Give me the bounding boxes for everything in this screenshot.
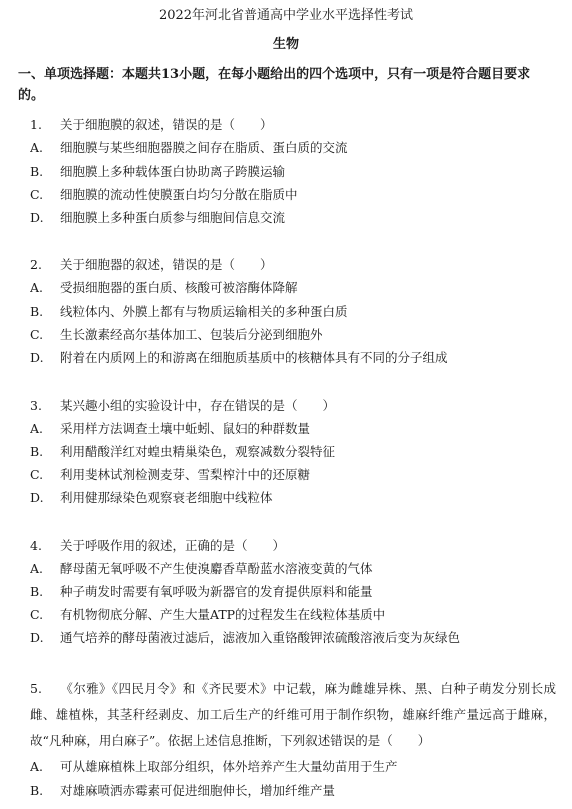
question-3-option-d: [30, 489, 556, 507]
option-text: 有机物彻底分解、产生大量ATP的过程发生在线粒体基质中: [60, 607, 386, 622]
question-2-stem: [30, 256, 556, 274]
option-key: A.: [30, 561, 44, 576]
option-text: 采用样方法调查土壤中蚯蚓、鼠妇的种群数量: [60, 421, 311, 436]
question-text: 某兴趣小组的实验设计中，存在错误的是（ ）: [60, 398, 336, 413]
question-4-option-a: [30, 560, 556, 578]
option-text: 线粒体内、外膜上都有与物质运输相关的多种蛋白质: [60, 304, 348, 319]
question-text: 关于细胞器的叙述，错误的是（ ）: [60, 257, 273, 272]
question-text: 关于呼吸作用的叙述，正确的是（ ）: [60, 538, 286, 553]
question-number: 1.: [30, 117, 42, 132]
question-4-option-b: [30, 583, 556, 601]
question-5-option-b: [30, 782, 556, 800]
question-4-stem: [30, 537, 556, 555]
option-text: 可从雄麻植株上取部分组织，体外培养产生大量幼苗用于生产: [60, 759, 398, 774]
question-2-option-b: [30, 303, 556, 321]
option-key: A.: [30, 280, 44, 295]
option-text: 细胞膜与某些细胞器膜之间存在脂质、蛋白质的交流: [60, 140, 348, 155]
question-3-stem: [30, 397, 556, 415]
option-text: 生长激素经高尔基体加工、包装后分泌到细胞外: [60, 327, 323, 342]
option-key: B.: [30, 164, 44, 179]
option-key: B.: [30, 444, 44, 459]
option-text: 种子萌发时需要有氧呼吸为新器官的发育提供原料和能量: [60, 584, 373, 599]
question-2-option-c: [30, 326, 556, 344]
option-key: A.: [30, 140, 44, 155]
subject-heading: 生物: [272, 37, 299, 52]
option-text: 通气培养的酵母菌液过滤后，滤液加入重铬酸钾浓硫酸溶液后变为灰绿色: [60, 630, 461, 645]
question-4-option-d: [30, 629, 556, 647]
option-key: C.: [30, 187, 44, 202]
option-key: B.: [30, 584, 44, 599]
question-number: 3.: [30, 398, 42, 413]
option-text: 受损细胞器的蛋白质、核酸可被溶酶体降解: [60, 280, 298, 295]
option-text: 利用斐林试剂检测麦芽、雪梨榨汁中的还原糖: [60, 467, 311, 482]
option-key: D.: [30, 490, 44, 505]
option-key: B.: [30, 783, 44, 798]
option-text: 附着在内质网上的和游离在细胞质基质中的核糖体具有不同的分子组成: [60, 350, 448, 365]
option-text: 酵母菌无氧呼吸不产生使溴麝香草酚蓝水溶液变黄的气体: [60, 561, 373, 576]
question-3-option-c: [30, 466, 556, 484]
question-4-option-c: [30, 606, 556, 624]
option-key: D.: [30, 350, 44, 365]
question-3-option-a: [30, 420, 556, 438]
question-1-stem: [30, 116, 556, 134]
question-1-option-d: [30, 209, 556, 227]
option-key: C.: [30, 467, 44, 482]
option-key: C.: [30, 327, 44, 342]
question-number: 4.: [30, 538, 42, 553]
question-number: 5.: [30, 681, 42, 696]
question-1-option-a: [30, 139, 556, 157]
option-key: A.: [30, 421, 44, 436]
option-text: 细胞膜的流动性使膜蛋白均匀分散在脂质中: [60, 187, 298, 202]
question-5-option-a: [30, 758, 556, 776]
exam-title: 2022年河北省普通高中学业水平选择性考试: [158, 8, 414, 23]
option-key: C.: [30, 607, 44, 622]
option-text: 细胞膜上多种蛋白质参与细胞间信息交流: [60, 210, 286, 225]
option-text: 细胞膜上多种载体蛋白协助离子跨膜运输: [60, 164, 286, 179]
question-1-option-b: [30, 163, 556, 181]
option-key: D.: [30, 630, 44, 645]
option-text: 利用健那绿染色观察衰老细胞中线粒体: [60, 490, 273, 505]
option-key: A.: [30, 759, 44, 774]
option-key: B.: [30, 304, 44, 319]
question-text: 《尔雅》《四民月令》和《齐民要术》中记载，麻为雌雄异株、黑、白种子萌发分别长成雌、雄植株，其茎秆经剥皮、加工后生产的纤维可用于制作织物，雄麻纤维产量远高于雌麻，故“凡种麻，用白麻子”。依据上述信息推断，下列叙述错误的是（ ）: [30, 681, 556, 748]
question-2-option-a: [30, 279, 556, 297]
question-5-stem: [30, 676, 556, 754]
question-1-option-c: [30, 186, 556, 204]
question-number: 2.: [30, 257, 42, 272]
option-key: D.: [30, 210, 44, 225]
option-text: 利用醋酸洋红对蝗虫精巢染色，观察减数分裂特征: [60, 444, 336, 459]
section-instructions: 一、单项选择题：本题共13小题，在每小题给出的四个选项中，只有一项是符合题目要求的。: [18, 67, 531, 103]
question-text: 关于细胞膜的叙述，错误的是（ ）: [60, 117, 273, 132]
question-3-option-b: [30, 443, 556, 461]
question-2-option-d: [30, 349, 556, 367]
option-text: 对雄麻喷洒赤霉素可促进细胞伸长，增加纤维产量: [60, 783, 336, 798]
